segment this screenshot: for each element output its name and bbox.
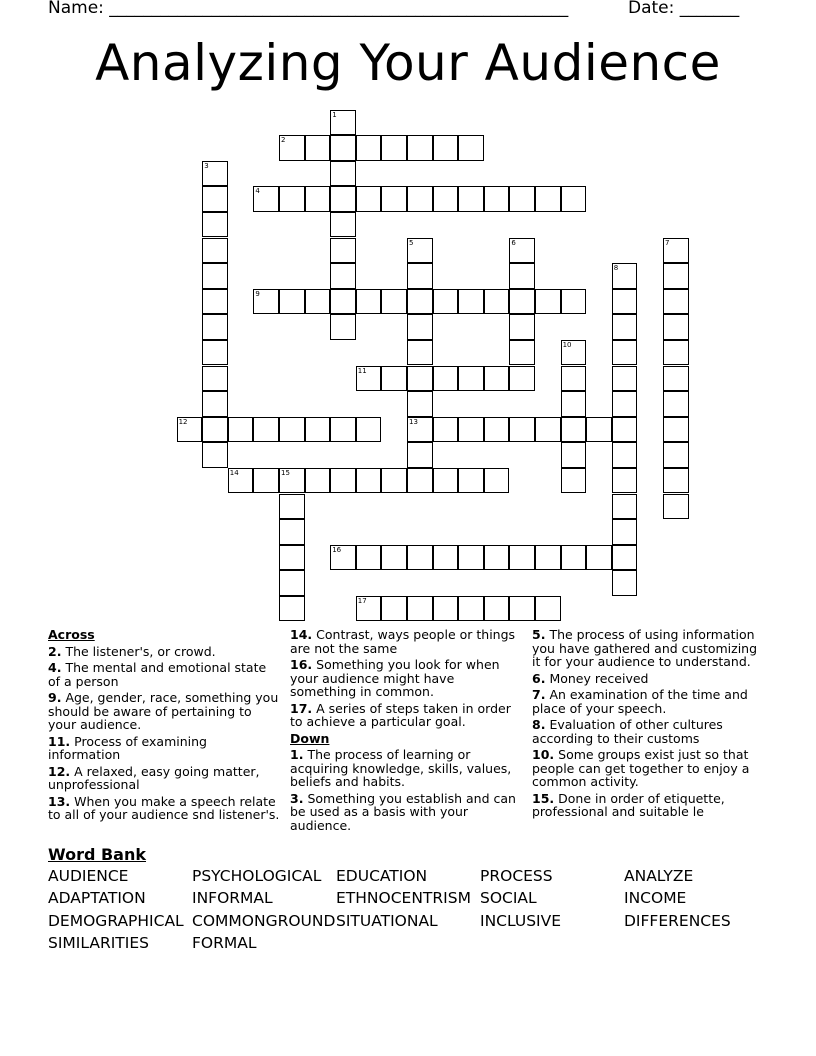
word-bank-item: INCLUSIVE bbox=[480, 912, 562, 930]
clue-down-7: 7. An examination of the time and place of your speech. bbox=[532, 687, 748, 716]
crossword-cell[interactable] bbox=[228, 417, 254, 443]
crossword-cell[interactable] bbox=[305, 468, 331, 494]
crossword-cell[interactable] bbox=[228, 468, 254, 494]
crossword-cell[interactable] bbox=[356, 135, 382, 161]
crossword-cell[interactable] bbox=[561, 417, 587, 443]
crossword-cell[interactable] bbox=[202, 289, 228, 315]
crossword-cell[interactable] bbox=[663, 340, 689, 366]
crossword-cell[interactable] bbox=[433, 366, 459, 392]
word-bank-item: FORMAL bbox=[192, 934, 257, 952]
crossword-cell[interactable] bbox=[253, 289, 279, 315]
clue-number: 4 bbox=[255, 187, 260, 196]
clue-down-5: 5. The process of using information you have gathered and customizing it for your audience to understand. bbox=[532, 627, 758, 669]
crossword-cell[interactable] bbox=[433, 186, 459, 212]
crossword-cell[interactable] bbox=[458, 135, 484, 161]
crossword-cell[interactable] bbox=[407, 468, 433, 494]
crossword-cell[interactable] bbox=[330, 161, 356, 187]
clue-across-4: 4. The mental and emotional state of a person bbox=[48, 660, 267, 689]
crossword-cell[interactable] bbox=[305, 289, 331, 315]
crossword-cell[interactable] bbox=[407, 238, 433, 264]
crossword-cell[interactable] bbox=[330, 545, 356, 571]
crossword-cell[interactable] bbox=[433, 468, 459, 494]
clue-number: 10 bbox=[562, 340, 572, 349]
crossword-cell[interactable] bbox=[561, 442, 587, 468]
crossword-cell[interactable] bbox=[612, 366, 638, 392]
crossword-cell[interactable] bbox=[381, 596, 407, 622]
clue-number: 9 bbox=[255, 289, 260, 298]
word-bank-item: DIFFERENCES bbox=[624, 912, 731, 930]
crossword-cell[interactable] bbox=[279, 519, 305, 545]
crossword-cell[interactable] bbox=[433, 596, 459, 622]
crossword-cell[interactable] bbox=[356, 289, 382, 315]
name-field[interactable]: Name: ______________________________________________________ bbox=[48, 0, 569, 18]
word-bank-title: Word Bank bbox=[48, 845, 147, 864]
crossword-cell[interactable] bbox=[612, 494, 638, 520]
crossword-cell[interactable] bbox=[433, 417, 459, 443]
crossword-cell[interactable] bbox=[663, 417, 689, 443]
word-bank-item: SOCIAL bbox=[480, 889, 537, 907]
crossword-cell[interactable] bbox=[561, 186, 587, 212]
crossword-cell[interactable] bbox=[484, 545, 510, 571]
crossword-cell[interactable] bbox=[535, 186, 561, 212]
crossword-cell[interactable] bbox=[484, 417, 510, 443]
crossword-cell[interactable] bbox=[381, 545, 407, 571]
clue-number: 12 bbox=[178, 417, 188, 426]
crossword-cell[interactable] bbox=[458, 468, 484, 494]
crossword-cell[interactable] bbox=[279, 417, 305, 443]
crossword-cell[interactable] bbox=[535, 596, 561, 622]
crossword-cell[interactable] bbox=[356, 186, 382, 212]
crossword-cell[interactable] bbox=[612, 391, 638, 417]
crossword-cell[interactable] bbox=[305, 135, 331, 161]
crossword-cell[interactable] bbox=[330, 263, 356, 289]
clue-number: 8 bbox=[613, 264, 619, 273]
crossword-cell[interactable] bbox=[202, 442, 228, 468]
clue-number: 5 bbox=[409, 238, 414, 247]
crossword-cell[interactable] bbox=[612, 570, 638, 596]
crossword-cell[interactable] bbox=[561, 391, 587, 417]
word-bank-item: AUDIENCE bbox=[48, 867, 129, 885]
word-bank-item: SIMILARITIES bbox=[48, 934, 149, 952]
crossword-cell[interactable] bbox=[458, 289, 484, 315]
crossword-cell[interactable] bbox=[356, 468, 382, 494]
clue-down-6: 6. Money received bbox=[532, 670, 649, 686]
crossword-cell[interactable] bbox=[663, 238, 689, 264]
crossword-cell[interactable] bbox=[458, 366, 484, 392]
crossword-cell[interactable] bbox=[509, 314, 535, 340]
crossword-cell[interactable] bbox=[407, 545, 433, 571]
across-heading: Across bbox=[48, 627, 95, 642]
crossword-cell[interactable] bbox=[356, 545, 382, 571]
word-bank-item: ETHNOCENTRISM bbox=[336, 889, 471, 907]
clue-number: 16 bbox=[332, 545, 342, 554]
clue-down-8: 8. Evaluation of other cultures according to their customs bbox=[532, 717, 723, 746]
crossword-cell[interactable] bbox=[253, 417, 279, 443]
clue-across-11: 11. Process of examining information bbox=[48, 733, 207, 762]
crossword-cell[interactable] bbox=[612, 442, 638, 468]
crossword-cell[interactable] bbox=[407, 289, 433, 315]
crossword-cell[interactable] bbox=[381, 468, 407, 494]
crossword-cell[interactable] bbox=[202, 212, 228, 238]
crossword-cell[interactable] bbox=[561, 545, 587, 571]
crossword-cell[interactable] bbox=[279, 596, 305, 622]
word-bank-item: COMMONGROUND bbox=[192, 912, 336, 930]
clue-down-1: 1. The process of learning or acquiring knowledge, skills, values, beliefs and habits. bbox=[290, 747, 512, 789]
clue-number: 3 bbox=[204, 161, 209, 170]
crossword-cell[interactable] bbox=[407, 340, 433, 366]
crossword-cell[interactable] bbox=[279, 186, 305, 212]
crossword-cell[interactable] bbox=[612, 545, 638, 571]
crossword-cell[interactable] bbox=[561, 340, 587, 366]
crossword-cell[interactable] bbox=[484, 468, 510, 494]
crossword-cell[interactable] bbox=[535, 545, 561, 571]
crossword-cell[interactable] bbox=[177, 417, 203, 443]
crossword-cell[interactable] bbox=[663, 289, 689, 315]
word-bank-item: DEMOGRAPHICAL bbox=[48, 912, 184, 930]
crossword-cell[interactable] bbox=[330, 417, 356, 443]
crossword-cell[interactable] bbox=[612, 468, 638, 494]
crossword-cell[interactable] bbox=[407, 596, 433, 622]
clue-number: 7 bbox=[665, 238, 670, 247]
crossword-cell[interactable] bbox=[407, 391, 433, 417]
crossword-cell[interactable] bbox=[407, 442, 433, 468]
clue-number: 14 bbox=[229, 468, 239, 477]
word-bank-item: ANALYZE bbox=[624, 867, 694, 885]
crossword-cell[interactable] bbox=[509, 186, 535, 212]
crossword-cell[interactable] bbox=[279, 468, 305, 494]
crossword-cell[interactable] bbox=[279, 494, 305, 520]
word-bank-item: INCOME bbox=[624, 889, 687, 907]
crossword-cell[interactable] bbox=[330, 238, 356, 264]
crossword-cell[interactable] bbox=[202, 366, 228, 392]
crossword-cell[interactable] bbox=[458, 596, 484, 622]
crossword-cell[interactable] bbox=[663, 494, 689, 520]
page-title: Analyzing Your Audience bbox=[95, 34, 721, 92]
down-heading: Down bbox=[290, 730, 330, 746]
crossword-cell[interactable] bbox=[663, 263, 689, 289]
crossword-cell[interactable] bbox=[202, 186, 228, 212]
crossword-cell[interactable] bbox=[509, 366, 535, 392]
word-bank-item: PSYCHOLOGICAL bbox=[192, 867, 322, 885]
crossword-cell[interactable] bbox=[586, 545, 612, 571]
crossword-cell[interactable] bbox=[330, 186, 356, 212]
crossword-cell[interactable] bbox=[612, 263, 638, 289]
crossword-cell[interactable] bbox=[458, 186, 484, 212]
clue-number: 17 bbox=[357, 596, 367, 605]
clue-number: 1 bbox=[332, 110, 337, 119]
clue-down-15: 15. Done in order of etiquette, professional and suitable le bbox=[532, 790, 725, 819]
crossword-cell[interactable] bbox=[381, 135, 407, 161]
crossword-cell[interactable] bbox=[305, 417, 331, 443]
crossword-cell[interactable] bbox=[509, 417, 535, 443]
crossword-cell[interactable] bbox=[612, 314, 638, 340]
crossword-cell[interactable] bbox=[202, 263, 228, 289]
word-bank-item: SITUATIONAL bbox=[336, 912, 438, 930]
crossword-cell[interactable] bbox=[381, 289, 407, 315]
clue-number: 2 bbox=[281, 136, 286, 145]
crossword-cell[interactable] bbox=[279, 289, 305, 315]
crossword-cell[interactable] bbox=[484, 186, 510, 212]
crossword-cell[interactable] bbox=[561, 289, 587, 315]
crossword-cell[interactable] bbox=[407, 135, 433, 161]
crossword-cell[interactable] bbox=[612, 340, 638, 366]
crossword-cell[interactable] bbox=[330, 212, 356, 238]
word-bank-item: EDUCATION bbox=[336, 867, 428, 885]
crossword-cell[interactable] bbox=[202, 417, 228, 443]
crossword-cell[interactable] bbox=[330, 110, 356, 136]
crossword-cell[interactable] bbox=[663, 314, 689, 340]
crossword-cell[interactable] bbox=[407, 366, 433, 392]
crossword-cell[interactable] bbox=[433, 289, 459, 315]
crossword-cell[interactable] bbox=[458, 545, 484, 571]
crossword-cell[interactable] bbox=[586, 417, 612, 443]
crossword-cell[interactable] bbox=[433, 135, 459, 161]
crossword-cell[interactable] bbox=[509, 596, 535, 622]
clue-across-16: 16. Something you look for when your audience might have something in common. bbox=[290, 657, 500, 699]
crossword-cell[interactable] bbox=[535, 417, 561, 443]
date-field[interactable]: Date: _______ bbox=[628, 0, 740, 18]
clue-across-14: 14. Contrast, ways people or things are not the same bbox=[290, 627, 516, 656]
crossword-cell[interactable] bbox=[253, 186, 279, 212]
crossword-cell[interactable] bbox=[330, 289, 356, 315]
crossword-cell[interactable] bbox=[509, 289, 535, 315]
crossword-cell[interactable] bbox=[484, 596, 510, 622]
crossword-cell[interactable] bbox=[612, 289, 638, 315]
crossword-cell[interactable] bbox=[535, 289, 561, 315]
crossword-cell[interactable] bbox=[612, 519, 638, 545]
crossword-cell[interactable] bbox=[330, 314, 356, 340]
crossword-cell[interactable] bbox=[330, 468, 356, 494]
crossword-cell[interactable] bbox=[663, 391, 689, 417]
crossword-cell[interactable] bbox=[407, 263, 433, 289]
crossword-cell[interactable] bbox=[356, 596, 382, 622]
clue-across-12: 12. A relaxed, easy going matter, unprofessional bbox=[48, 763, 260, 792]
crossword-cell[interactable] bbox=[433, 545, 459, 571]
crossword-cell[interactable] bbox=[663, 468, 689, 494]
clue-across-9: 9. Age, gender, race, something you should be aware of pertaining to your audience. bbox=[48, 690, 279, 732]
crossword-cell[interactable] bbox=[202, 340, 228, 366]
clues-column-2 bbox=[290, 628, 524, 835]
crossword-cell[interactable] bbox=[279, 570, 305, 596]
crossword-cell[interactable] bbox=[202, 238, 228, 264]
clue-number: 6 bbox=[511, 238, 516, 247]
clue-number: 11 bbox=[357, 366, 367, 375]
crossword-cell[interactable] bbox=[509, 545, 535, 571]
word-bank-item: ADAPTATION bbox=[48, 889, 146, 907]
crossword-cell[interactable] bbox=[202, 314, 228, 340]
crossword-cell[interactable] bbox=[202, 161, 228, 187]
clue-across-13: 13. When you make a speech relate to all of your audience snd listener's. bbox=[48, 793, 280, 822]
crossword-cell[interactable] bbox=[407, 417, 433, 443]
crossword-cell[interactable] bbox=[407, 314, 433, 340]
crossword-cell[interactable] bbox=[663, 442, 689, 468]
crossword-cell[interactable] bbox=[381, 366, 407, 392]
clue-down-10: 10. Some groups exist just so that people can get together to enjoy a common activity. bbox=[532, 747, 750, 789]
crossword-cell[interactable] bbox=[561, 366, 587, 392]
crossword-cell[interactable] bbox=[407, 186, 433, 212]
crossword-cell[interactable] bbox=[330, 135, 356, 161]
crossword-cell[interactable] bbox=[305, 186, 331, 212]
crossword-cell[interactable] bbox=[279, 135, 305, 161]
word-bank-item: INFORMAL bbox=[192, 889, 273, 907]
crossword-cell[interactable] bbox=[253, 468, 279, 494]
crossword-cell[interactable] bbox=[509, 340, 535, 366]
crossword-cell[interactable] bbox=[279, 545, 305, 571]
clues-column-1 bbox=[48, 628, 280, 825]
clue-across-17: 17. A series of steps taken in order to achieve a particular goal. bbox=[290, 700, 511, 729]
crossword-cell[interactable] bbox=[484, 366, 510, 392]
crossword-cell[interactable] bbox=[356, 366, 382, 392]
crossword-cell[interactable] bbox=[509, 263, 535, 289]
clue-number: 13 bbox=[409, 417, 418, 426]
crossword-cell[interactable] bbox=[509, 238, 535, 264]
crossword-cell[interactable] bbox=[612, 417, 638, 443]
clue-number: 15 bbox=[281, 468, 290, 477]
crossword-cell[interactable] bbox=[458, 417, 484, 443]
clue-down-3: 3. Something you establish and can be used as a basis with your audience. bbox=[290, 790, 516, 833]
crossword-cell[interactable] bbox=[484, 289, 510, 315]
crossword-cell[interactable] bbox=[202, 391, 228, 417]
crossword-cell[interactable] bbox=[561, 468, 587, 494]
clues-column-3 bbox=[532, 628, 764, 822]
crossword-cell[interactable] bbox=[356, 417, 382, 443]
crossword-cell[interactable] bbox=[663, 366, 689, 392]
word-bank-item: PROCESS bbox=[480, 867, 553, 885]
crossword-cell[interactable] bbox=[381, 186, 407, 212]
clue-across-2: 2. The listener's, or crowd. bbox=[48, 643, 216, 659]
